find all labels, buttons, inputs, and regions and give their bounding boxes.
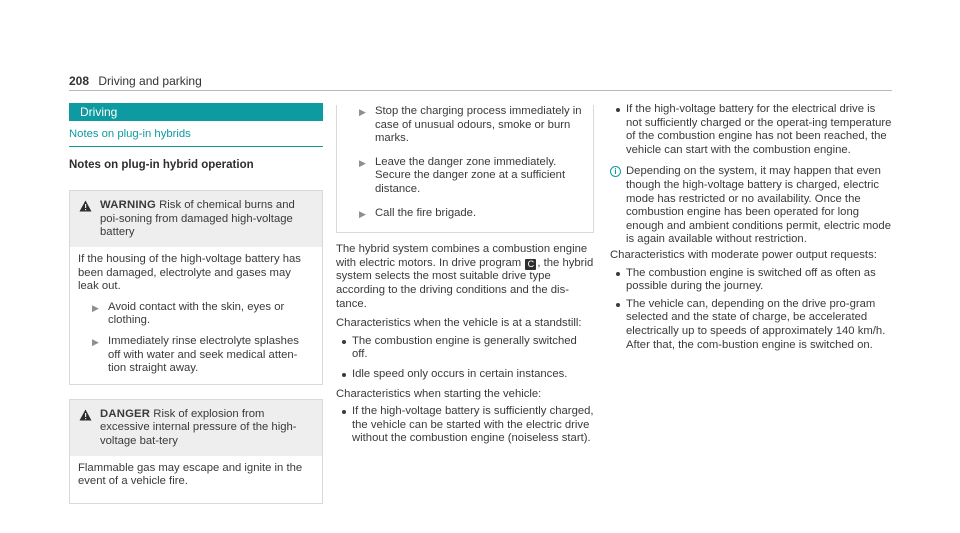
arrow-right-icon: ▶ [359, 208, 366, 219]
list-item [336, 405, 594, 446]
column-left [69, 103, 323, 504]
page-header [69, 74, 202, 88]
info-note [610, 165, 892, 247]
danger-keyword: DANGER [100, 407, 151, 420]
warning-body [70, 247, 322, 384]
danger-step [345, 156, 585, 197]
warning-header [70, 191, 322, 247]
bullet-icon [342, 373, 346, 377]
danger-text: Risk of explosion from excessive internal pressure of the high-voltage bat-tery [100, 407, 297, 447]
arrow-right-icon: ▶ [359, 157, 366, 168]
list-item [610, 267, 892, 294]
warning-triangle-icon [79, 409, 92, 421]
standstill-label: Characteristics when the vehicle is at a standstill: [336, 317, 582, 330]
starting-label: Characteristics when starting the vehicle: [336, 387, 542, 400]
danger-header [70, 400, 322, 456]
step-text: Call the fire brigade. [375, 206, 477, 219]
arrow-right-icon: ▶ [92, 302, 99, 313]
bullet-icon [342, 340, 346, 344]
intro-paragraph [336, 243, 594, 311]
step-text: Leave the danger zone immediately. Secure the danger zone at a sufficient distance. [375, 155, 566, 195]
list-item-text: The combustion engine is generally switched off. [352, 334, 577, 361]
warning-keyword: WARNING [100, 199, 156, 212]
intro-text: , the hybrid system selects the most suitable drive type according to the driving conditions and the dis-tance. [336, 256, 594, 310]
list-item [336, 335, 594, 362]
bullet-icon [616, 303, 620, 307]
warning-box [69, 190, 323, 385]
step-text: Avoid contact with the skin, eyes or clothing. [108, 300, 285, 327]
list-item [610, 103, 892, 157]
danger-box-continued [336, 105, 594, 233]
list-item-text: The combustion engine is switched off as often as possible during the journey. [626, 266, 876, 293]
info-icon: i [610, 166, 621, 177]
danger-box [69, 399, 323, 504]
drive-program-key: C [525, 259, 536, 270]
page-title: Driving and parking [98, 74, 202, 88]
danger-step [345, 207, 585, 221]
step-text: Immediately rinse electrolyte splashes off with water and seek medical atten-tion straight away. [108, 334, 299, 375]
header-divider [69, 90, 892, 91]
list-item-text: If the high-voltage battery for the electrical drive is not sufficiently charged or the operat-ing temperature of the combustion engine has not been reached, the vehicle can start with the combustion engine. [626, 103, 892, 156]
list-item-text: If the high-voltage battery is sufficiently charged, the vehicle can be started with the electric drive without the combustion engine (noiseless start). [352, 405, 594, 445]
warning-step [78, 335, 314, 376]
bullet-icon [342, 410, 346, 414]
section-bar: Driving [69, 103, 323, 121]
moderate-label: Characteristics with moderate power output requests: [610, 248, 877, 261]
list-item [336, 368, 594, 382]
arrow-right-icon: ▶ [359, 107, 366, 117]
list-item-text: Idle speed only occurs in certain instances. [352, 367, 568, 380]
page-number: 208 [69, 74, 90, 88]
danger-description: Flammable gas may escape and ignite in the event of a vehicle fire. [78, 461, 303, 488]
warning-step [78, 301, 314, 328]
intro-text: The hybrid system combines a combustion engine with electric motors. In drive program [336, 243, 588, 269]
column-right [610, 103, 892, 352]
warning-description: If the housing of the high-voltage battery has been damaged, electrolyte and gases may leak out. [78, 252, 301, 293]
danger-steps [337, 105, 593, 232]
warning-text: Risk of chemical burns and poi-soning from damaged high-voltage battery [100, 199, 295, 239]
danger-step [345, 105, 585, 146]
list-item [610, 298, 892, 352]
bullet-icon [616, 272, 620, 276]
step-text: Stop the charging process immediately in case of unusual odours, smoke or burn marks. [375, 105, 582, 145]
danger-body [70, 456, 322, 503]
column-middle [336, 103, 594, 446]
bullet-icon [616, 108, 620, 112]
list-item-text: The vehicle can, depending on the drive pro-gram selected and the state of charge, be accelerated electrically up to speeds of approximately 140 km/h. After that, the com-bustion engine is switched on. [626, 297, 886, 351]
note-text: Depending on the system, it may happen that even though the high-voltage battery is charged, electric mode has restricted or no availability. Once the combustion engine has been operated for long enough and ambient conditions permit, electric mode is again available without restriction. [626, 165, 892, 246]
arrow-right-icon: ▶ [92, 336, 99, 347]
section-heading: Notes on plug-in hybrid operation [69, 158, 254, 171]
subsection-title: Notes on plug-in hybrids [69, 128, 323, 147]
warning-triangle-icon [79, 200, 92, 212]
